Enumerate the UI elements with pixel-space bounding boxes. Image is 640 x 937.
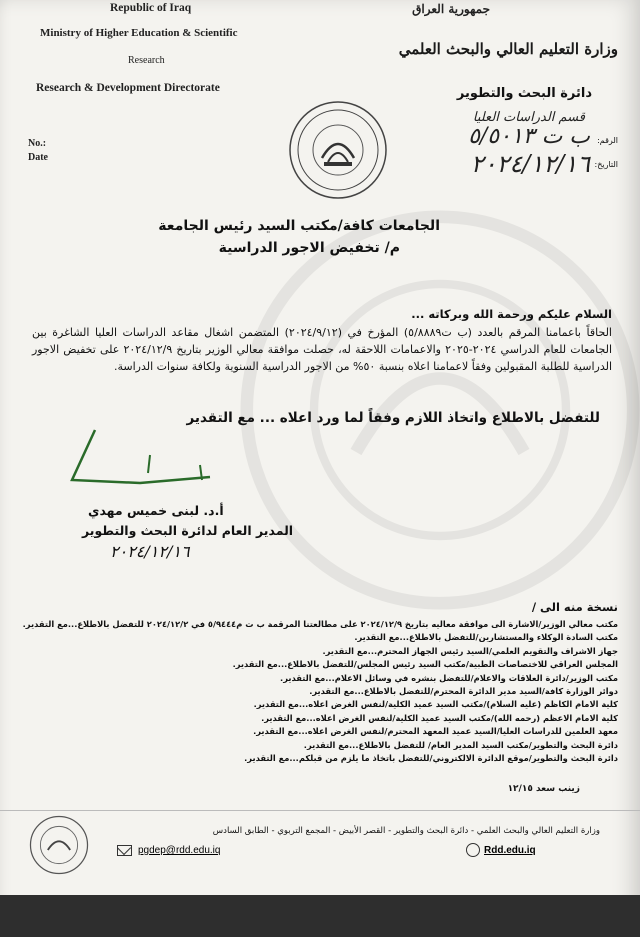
addressee: الجامعات كافة/مكتب السيد رئيس الجامعة	[158, 218, 440, 234]
footer-divider	[0, 810, 640, 811]
list-item: معهد العلمين للدراسات العليا/السيد عميد المعهد المحترم/لنفس الغرض اعلاه...مع التقدير.	[253, 726, 618, 737]
list-item: مكتب السادة الوكلاء والمستشارين/للتفضل بالاطلاع...مع التقدير.	[354, 632, 618, 643]
website-link[interactable]: Rdd.edu.iq	[484, 845, 536, 856]
reference-number: ب ت ٥/٥٠١٣	[468, 124, 590, 149]
letter-date: ٢٠٢٤/١٢/١٦	[470, 150, 590, 178]
date-label-ar: التاريخ:	[594, 160, 618, 169]
subject: م/ تخفيض الاجور الدراسية	[218, 240, 400, 256]
footer-seal-icon	[28, 814, 90, 876]
greeting: السلام عليكم ورحمة الله وبركاته ...	[411, 307, 612, 321]
letter-body: الحاقاً باعمامنا المرقم بالعدد (ب ت٥/٨٨٨٩) المؤرخ في (٢٠٢٤/٩/١٢) المتضمن اشغال مقاعد الدراسات العليا الشاغرة بين الجامعات للعام الدراسي ٢٠٢٤-٢٠٢٥ والاعمامات اللاحقة له، حصلت موافقة معالي الوزير بتاريخ ٢٠٢٤/١٢/٩ على تخفيض الاجور الدراسية للطلبة المقبولين وفقاً لاعمامنا اعلاه بنسبة ٥٠% من الاجور الدراسية السنوية ولكافة سنوات الدراسة.	[32, 326, 613, 373]
signer-title: المدير العام لدائرة البحث والتطوير	[82, 523, 294, 538]
email-link[interactable]: pgdep@rdd.edu.iq	[138, 845, 221, 856]
list-item: مكتب معالي الوزير/الاشارة الى موافقة معاليه بتاريخ ٢٠٢٤/١٢/٩ على مطالعتنا المرقمة ب ت م٥/٩٤٤٤ في ٢٠٢٤/١٢/٢ للتفضل بالاطلاع...مع التقدير.	[22, 619, 618, 629]
number-label: No.:	[28, 138, 47, 149]
closing-line: للتفضل بالاطلاع واتخاذ اللازم وفقاً لما ورد اعلاه ... مع التقدير	[186, 410, 600, 426]
section-ar: قسم الدراسات العليا	[472, 110, 585, 125]
envelope-icon	[117, 845, 132, 856]
list-item: المجلس العراقي للاختصاصات الطبية/مكتب السيد رئيس المجلس/للتفضل بالاطلاع...مع التقدير.	[232, 659, 618, 670]
research-en: Research	[128, 55, 165, 66]
copies-list	[18, 618, 618, 765]
list-item: جهاز الاشراف والتقويم العلمي/السيد رئيس الجهاز المحترم...مع التقدير.	[322, 645, 618, 656]
ministry-ar: وزارة التعليم العالي والبحث العلمي	[398, 40, 618, 58]
ministry-en: Ministry of Higher Education & Scientific	[40, 27, 238, 39]
list-item: كلية الامام الاعظم (رحمه الله)/مكتب السيد عميد الكلية/لنفس الغرض اعلاه...مع التقدير.	[261, 712, 618, 723]
signature-date: ٢٠٢٤/١٢/١٦	[110, 542, 190, 561]
list-item: دائرة البحث والتطوير/موقع الدائرة الالكتروني/للتفضل باتخاذ ما يلزم من قبلكم...مع التقدير.	[244, 753, 618, 764]
typist-note: زينب سعد ١٢/١٥	[507, 784, 580, 794]
copies-heading: نسخة منه الى /	[531, 600, 618, 614]
department-ar: دائرة البحث والتطوير	[456, 86, 592, 101]
ministry-seal-icon	[288, 100, 388, 200]
globe-icon	[466, 843, 480, 857]
list-item: دائرة البحث والتطوير/مكتب السيد المدير العام/ للتفضل بالاطلاع...مع التقدير.	[303, 739, 618, 750]
department-en: Research & Development Directorate	[36, 82, 220, 94]
republic-en: Republic of Iraq	[110, 2, 192, 14]
list-item: كلية الامام الكاظم (عليه السلام)/مكتب السيد عميد الكلية/لنفس الغرض اعلاه...مع التقدير.	[253, 699, 618, 710]
list-item: مكتب الوزير/دائرة العلاقات والاعلام/للتفضل بنشره في وسائل الاعلام...مع التقدير.	[280, 672, 618, 683]
date-label: Date	[28, 152, 48, 163]
signature-icon	[60, 425, 220, 495]
signer-name: أ.د. لبنى خميس مهدي	[88, 503, 224, 518]
list-item: دوائر الوزارة كافة/السيد مدير الدائرة المحترم/للتفضل بالاطلاع...مع التقدير.	[309, 686, 618, 697]
footer-address: وزارة التعليم العالي والبحث العلمي - دائرة البحث والتطوير - القصر الأبيض - المجمع التربوي - الطابق السادس	[212, 826, 600, 836]
background-band	[0, 895, 640, 937]
republic-ar: جمهورية العراق	[412, 2, 490, 16]
reference-label-ar: الرقم:	[597, 136, 618, 145]
